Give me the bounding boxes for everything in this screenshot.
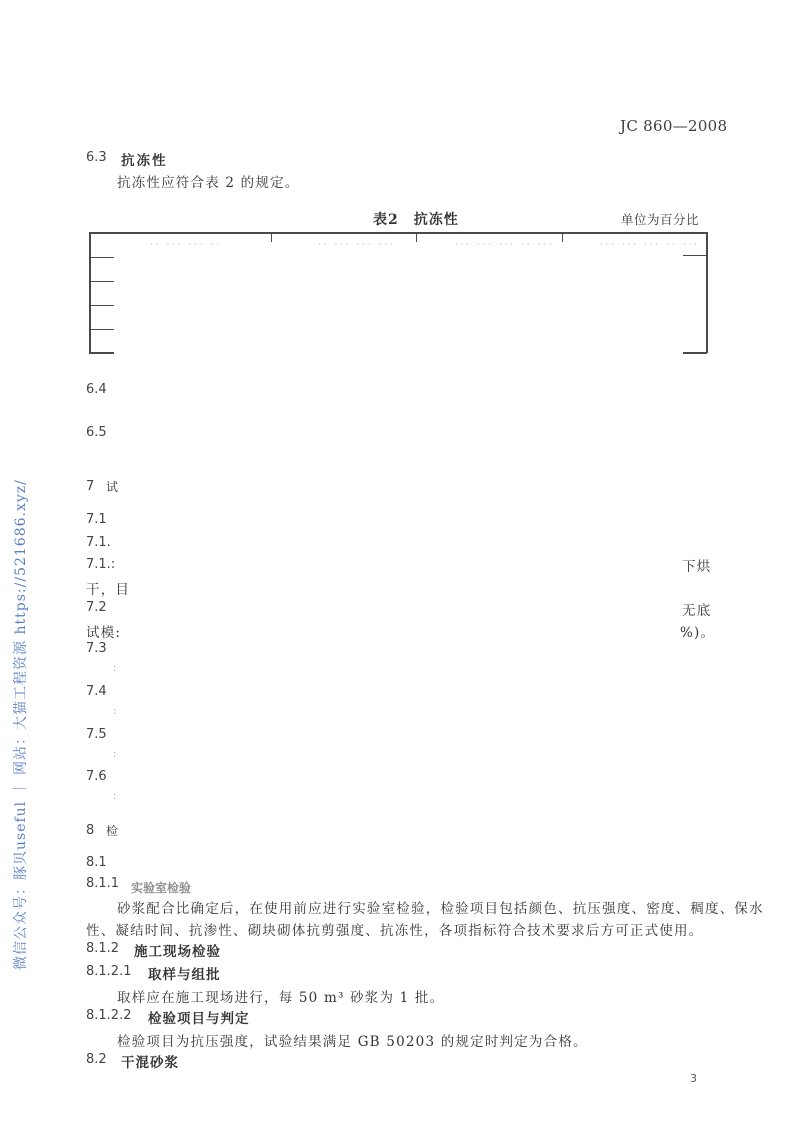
section-6-5-number: 6.5 [86,425,107,440]
colon-fragment: : [113,663,117,674]
section-8-1-1-title-fragment: 实验室检验 [131,881,192,895]
section-7-1-2-right-fragment: 下烘 [682,559,712,575]
table-right-border [706,232,708,353]
standard-code: JC 860—2008 [620,117,728,135]
section-8-number: 8 [86,823,95,838]
section-7-1-1-number: 7.1. [86,535,111,550]
section-8-1-2-1-number: 8.1.2.1 [86,964,132,979]
section-6-3-body: 抗冻性应符合表 2 的规定。 [117,175,300,191]
section-8-1-1-body-line-1: 砂浆配合比确定后，在使用前应进行实验室检验，检验项目包括颜色、抗压强度、密度、稠度、保水 [117,901,764,917]
table-row-stub [683,255,707,256]
section-8-1-number: 8.1 [86,855,107,870]
section-8-1-2-2-number: 8.1.2.2 [86,1008,132,1023]
table-col-divider [271,232,272,242]
section-8-1-1-number: 8.1.1 [86,876,120,891]
section-8-title-fragment: 检 [106,824,119,838]
section-7-2-continuation: 试模: [86,625,122,641]
table-top-border [89,232,707,234]
table-bottom-stub [683,352,707,354]
table-bottom-stub [89,352,114,354]
table-left-border [89,232,91,353]
table-col-divider [416,232,417,242]
table-row-stub [89,329,114,330]
table-header-cell: ··· ··· ··· ·· ··· [600,240,700,249]
table-unit-note: 单位为百分比 [621,212,700,227]
table-col-divider [562,232,563,242]
table-row-stub [89,281,114,282]
table-row-stub [89,257,114,258]
section-7-1-number: 7.1 [86,512,107,527]
page-number: 3 [690,1072,697,1085]
vertical-watermark: 微信公众号：豚贝useful ｜ 网站：大猫工程资源 https://521686.xyz/ [13,479,29,970]
colon-fragment: : [113,706,117,717]
section-7-3-number: 7.3 [86,641,107,656]
section-7-5-number: 7.5 [86,727,107,742]
table-caption: 表2 抗冻性 [373,212,459,228]
section-7-2-continuation-right: %)。 [680,625,716,641]
section-8-1-2-1-title: 取样与组批 [148,967,221,983]
table-header-cell: ·· ··· ··· ··· [318,240,396,249]
section-6-3-title: 抗冻性 [121,153,168,169]
section-6-3-number: 6.3 [86,150,107,165]
section-8-1-2-title: 施工现场检验 [134,944,221,960]
colon-fragment: : [113,749,117,760]
section-8-2-title: 干混砂浆 [121,1055,179,1071]
table-row-stub [89,305,114,306]
section-8-1-1-body-line-2: 性、凝结时间、抗渗性、砌块砌体抗剪强度、抗冻性，各项指标符合技术要求后方可正式使用。 [86,923,704,939]
section-8-1-2-2-title: 检验项目与判定 [148,1011,250,1027]
section-7-4-number: 7.4 [86,684,107,699]
section-7-title-fragment: 试 [106,480,119,494]
section-7-number: 7 [86,479,95,494]
section-8-1-2-number: 8.1.2 [86,941,120,956]
section-7-2-number: 7.2 [86,600,107,615]
colon-fragment: : [113,791,117,802]
section-6-4-number: 6.4 [86,382,107,397]
table-header-cell: ·· ··· ··· ·· [150,240,223,249]
section-8-1-2-2-body: 检验项目为抗压强度，试验结果满足 GB 50203 的规定时判定为合格。 [117,1034,588,1050]
section-7-1-2-continuation: 干，目 [86,582,131,598]
section-7-2-right-fragment: 无底 [682,603,712,619]
section-7-6-number: 7.6 [86,769,107,784]
section-8-1-2-1-body: 取样应在施工现场进行，每 50 m³ 砂浆为 1 批。 [117,990,445,1006]
table-header-cell: ··· ··· ··· ·· ··· [455,240,555,249]
section-8-2-number: 8.2 [86,1052,107,1067]
section-7-1-2-number: 7.1.: [86,557,116,572]
